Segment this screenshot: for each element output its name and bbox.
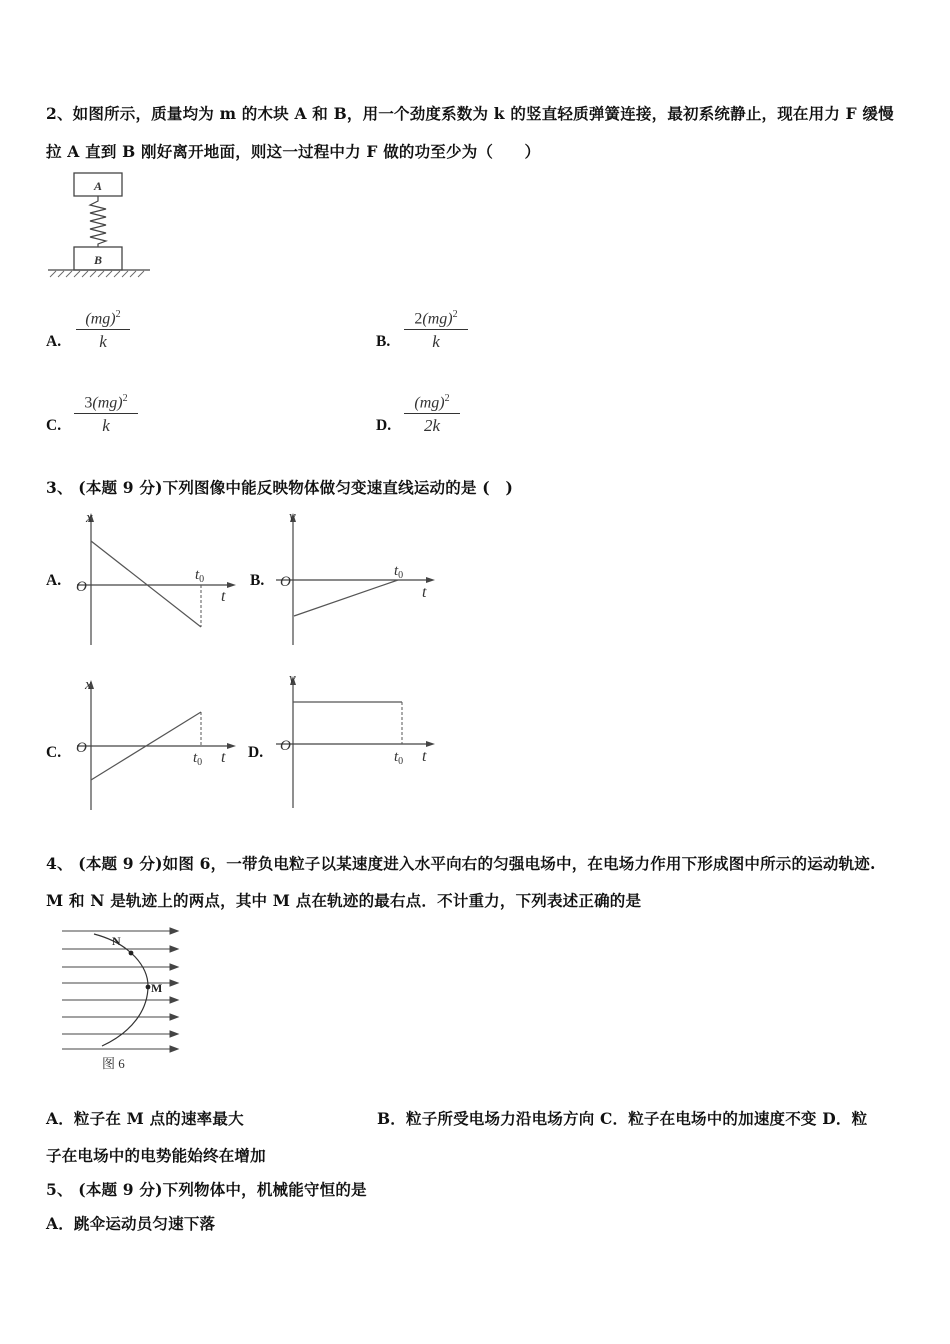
q2-option-b-fraction[interactable]: $\frac{2(mg)^2}{k}$ bbox=[404, 309, 468, 352]
origin-label: O bbox=[76, 740, 87, 756]
block-b-label: B bbox=[93, 253, 103, 267]
figure-caption: 图 6 bbox=[102, 1056, 125, 1071]
q4-options-bcd[interactable]: B．粒子所受电场力沿电场方向 C．粒子在电场中的加速度不变 D．粒 bbox=[377, 1109, 868, 1128]
q4-field-figure bbox=[52, 920, 186, 1080]
y-axis-label: x bbox=[86, 510, 93, 526]
t0-label: $t_0$ bbox=[394, 563, 404, 581]
point-n-label: N bbox=[112, 934, 121, 948]
q2-option-a-fraction[interactable]: $\frac{(mg)^2}{k}$ bbox=[76, 309, 130, 352]
point-m bbox=[146, 985, 151, 990]
point-n bbox=[129, 951, 134, 956]
q3-option-b-letter[interactable]: B. bbox=[250, 572, 265, 589]
q2-stem-line-2: 拉 A 直到 B 刚好离开地面，则这一过程中力 F 做的功至少为（ ） bbox=[46, 142, 541, 161]
graph-line bbox=[294, 580, 398, 616]
q2-option-c-letter[interactable]: C. bbox=[46, 417, 62, 434]
q5-option-a[interactable]: A．跳伞运动员匀速下落 bbox=[46, 1214, 216, 1233]
x-axis-label: t bbox=[221, 588, 226, 605]
q3-option-a-letter[interactable]: A. bbox=[46, 572, 62, 589]
origin-label: O bbox=[280, 738, 291, 754]
y-axis-label: v bbox=[289, 671, 296, 687]
origin-label: O bbox=[280, 574, 291, 590]
q4-option-a[interactable]: A．粒子在 M 点的速率最大 bbox=[46, 1109, 244, 1128]
spring bbox=[90, 196, 106, 247]
t0-label: $t_0$ bbox=[394, 749, 404, 767]
block-a-label: A bbox=[93, 179, 103, 193]
ground-hatch bbox=[50, 271, 144, 277]
q3-graph-b[interactable] bbox=[266, 505, 446, 650]
q2-option-b-letter[interactable]: B. bbox=[376, 333, 391, 350]
q4-stem-line-2: M 和 N 是轨迹上的两点，其中 M 点在轨迹的最右点．不计重力，下列表述正确的是 bbox=[46, 891, 642, 910]
q2-spring-figure bbox=[44, 170, 154, 280]
q3-stem: 3、 (本题 9 分)下列图像中能反映物体做匀变速直线运动的是 ( ) bbox=[46, 478, 513, 497]
point-m-label: M bbox=[151, 981, 163, 995]
q4-option-d-cont[interactable]: 子在电场中的电势能始终在增加 bbox=[46, 1146, 266, 1165]
q3-option-c-letter[interactable]: C. bbox=[46, 744, 62, 761]
q2-option-a-letter[interactable]: A. bbox=[46, 333, 62, 350]
q2-option-c-fraction[interactable]: $\frac{3(mg)^2}{k}$ bbox=[74, 393, 138, 436]
q3-graph-a[interactable] bbox=[62, 505, 242, 650]
trajectory bbox=[94, 934, 148, 1046]
x-axis-label: t bbox=[422, 748, 427, 765]
q3-graph-c[interactable] bbox=[62, 672, 242, 817]
q3-graph-d[interactable] bbox=[266, 668, 446, 813]
q2-stem-line-1: 2、如图所示，质量均为 m 的木块 A 和 B，用一个劲度系数为 k 的竖直轻质弹簧连接，最初系统静止，现在用力 F 缓慢 bbox=[46, 104, 894, 123]
t0-label: $t_0$ bbox=[193, 750, 203, 768]
origin-label: O bbox=[76, 579, 87, 595]
q5-stem: 5、 (本题 9 分)下列物体中，机械能守恒的是 bbox=[46, 1180, 367, 1199]
graph-line bbox=[91, 541, 201, 627]
y-axis-label: x bbox=[85, 677, 92, 693]
q2-option-d-letter[interactable]: D. bbox=[376, 417, 392, 434]
q3-option-d-letter[interactable]: D. bbox=[248, 744, 264, 761]
t0-label: $t_0$ bbox=[195, 567, 205, 585]
y-axis-label: v bbox=[289, 509, 296, 525]
x-axis-label: t bbox=[221, 749, 226, 766]
x-axis-label: t bbox=[422, 584, 427, 601]
q2-option-d-fraction[interactable]: $\frac{(mg)^2}{2k}$ bbox=[404, 393, 460, 436]
q4-stem-line-1: 4、 (本题 9 分)如图 6，一带负电粒子以某速度进入水平向右的匀强电场中，在电场力作用下形成图中所示的运动轨迹. bbox=[46, 854, 876, 873]
